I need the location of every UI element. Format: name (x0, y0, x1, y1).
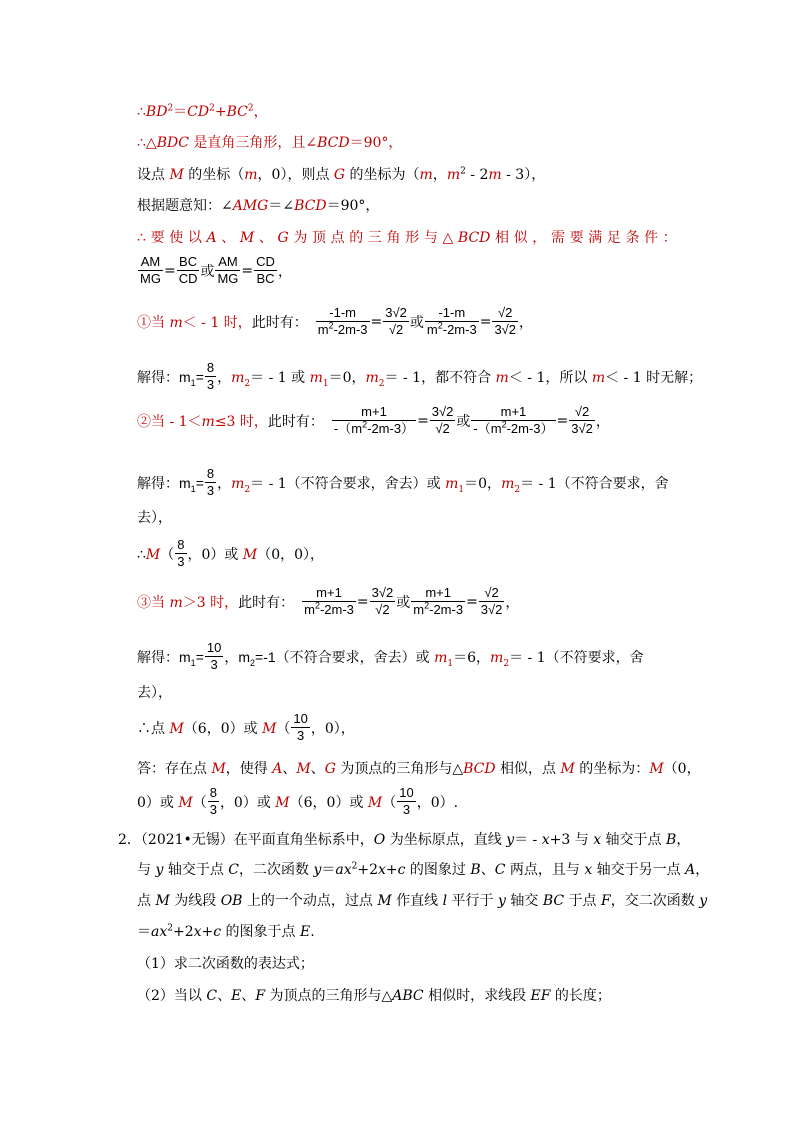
question-2-line-3: 点 M 为线段 OB 上的一个动点，过点 M 作直线 l 平行于 y 轴交 BC 于点 F，交二次函数 y (137, 893, 708, 909)
line-bd-squared: $\therefore BD^2=CD^2+BC^2$， (137, 103, 268, 120)
solution-case-2-cont: 去）， (137, 510, 172, 526)
equation-ratio-condition: $\frac{AM}{MG}$ = $\frac{BC}{CD}$ 或 $\frac{AM}{MG}$ = $\frac{CD}{BC}$ ， (140, 254, 292, 286)
line-angle-condition: 根据题意知：∠AMG＝∠BCD＝90°， (137, 198, 380, 214)
solution-case-3: 解得： $m_1=$ $\frac{10}{3}$ ，$m_2=-1$（不符合要求，舍去）或 $m_1=6$，$m_2= - 1$（不符要求，舍 (137, 640, 644, 672)
line-set-point-m: 设点 M 的坐标（m，0），则点 G 的坐标为（m，$m^2 - 2m - 3$）， (137, 166, 546, 183)
solution-case-1: 解得： $m_1=$ $\frac{8}{3}$ ，$m_2= - 1$ 或 $m_1=0$，$m_2= - 1$，都不符合 m＜ - 1，所以 m＜ - 1 时无解； (137, 360, 703, 392)
answer-line-1: 答：存在点 M，使得 A、M、G 为顶点的三角形与△BCD 相似，点 M 的坐标为：M（0， (137, 761, 701, 777)
line-similarity-condition: ∴ 要 使 以 A 、 M 、 G 为 顶 点 的 三 角 形 与 △ BCD 相 似 ， 需 要 满 足 条 件 ： (137, 230, 677, 246)
question-2-line-1: 2．（2021•无锡）在平面直角坐标系中，O 为坐标原点，直线 y＝ - x+3 与 x 轴交于点 B， (118, 832, 691, 848)
solution-case-2: 解得： $m_1=$ $\frac{8}{3}$ ，$m_2= - 1$（不符合要求，舍去）或 $m_1=0$，$m_2= - 1$（不符合要求，舍 (137, 466, 669, 498)
solution-case-3-cont: 去）， (137, 685, 172, 701)
question-2-part-2: （2）当以 C、E、F 为顶点的三角形与△ABC 相似时，求线段 EF 的长度； (137, 988, 611, 1004)
case-2-equation: ②当 - 1＜m≤3 时， 此时有： $\frac{m+1}{-(m^2-2m-3)}$ = $\frac{3√2}{√2}$ 或 $\frac{m+1}{-(m^2-2m-3)}$ = $\frac{√2}{3√2}$ ， (137, 404, 610, 436)
question-2-part-1: （1）求二次函数的表达式； (137, 956, 314, 972)
case-1-equation: ①当 m＜ - 1 时， 此时有： $\frac{-1-m}{m^2-2m-3}$ = $\frac{3√2}{√2}$ 或 $\frac{-1-m}{m^2-2m-3}$ = $\frac{√2}{3√2}$ ， (137, 305, 534, 337)
line-right-triangle: ∴△BDC 是直角三角形，且∠BCD＝90°， (137, 135, 403, 151)
case-3-equation: ③当 m＞3 时， 此时有： $\frac{m+1}{m^2-2m-3}$ = $\frac{3√2}{√2}$ 或 $\frac{m+1}{m^2-2m-3}$ = $\frac{√2}{3√2}$ ， (137, 585, 520, 617)
conclusion-case-2: ∴M（ $\frac{8}{3}$ ，0）或 M（0，0）， (137, 537, 325, 569)
question-2-line-2: 与 y 轴交于点 C，二次函数 $y=ax^2+2x+c$ 的图象过 B、C 两点，且与 x 轴交于另一点 A， (137, 861, 710, 878)
question-2-line-4: $=ax^2+2x+c$ 的图象于点 E. (137, 923, 315, 940)
answer-line-2: 0）或 M（ $\frac{8}{3}$ ，0）或 M（6，0）或 M（ $\frac{10}{3}$ ，0）. (137, 785, 459, 817)
conclusion-case-3: ∴点 M（6，0）或 M（ $\frac{10}{3}$ ，0）， (137, 711, 355, 743)
